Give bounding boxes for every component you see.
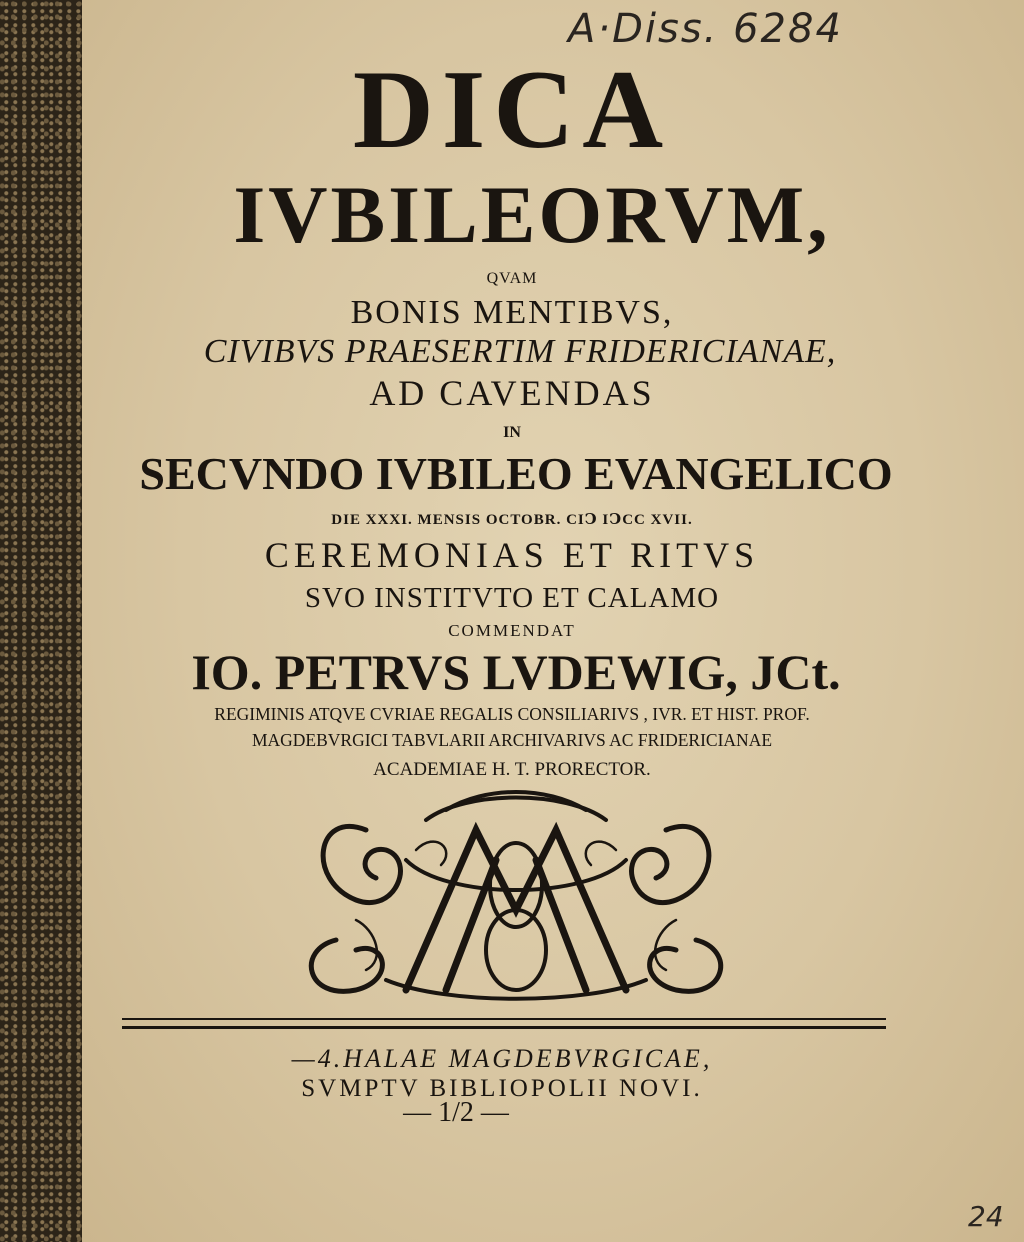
divider-rule-bottom — [122, 1026, 886, 1029]
imprint-place: —4.HALAE MAGDEBVRGICAE, — [291, 1044, 713, 1073]
imprint-publisher: SVMPTV BIBLIOPOLII NOVI. — [301, 1075, 703, 1102]
author-name: IO. PETRVS LVDEWIG, JCt. — [191, 644, 841, 700]
imprint-mark: — 1/2 — — [403, 1097, 509, 1128]
divider-rule-top — [122, 1018, 886, 1020]
text-commendat: COMMENDAT — [448, 621, 576, 640]
text-secundo-iubileo: SECVNDO IVBILEO EVANGELICO — [139, 448, 893, 499]
author-title-3: ACADEMIAE H. T. PRORECTOR. — [373, 759, 651, 780]
text-ceremonias: CEREMONIAS ET RITVS — [264, 535, 760, 575]
text-in: IN — [503, 424, 521, 441]
author-title-2: MAGDEBVRGICI TABVLARII ARCHIVARIVS AC FRIDERICIANAE — [251, 730, 773, 750]
monogram-ornament — [296, 790, 736, 1008]
main-title-line2: IVBILEORVM, — [233, 169, 831, 260]
text-date: DIE XXXI. MENSIS OCTOBR. CIↃ IↃCC XVII. — [331, 512, 693, 528]
text-bonis-mentibus: BONIS MENTIBVS, — [350, 294, 674, 331]
corner-mark: 24 — [968, 1200, 1004, 1233]
text-suo-instituto: SVO INSTITVTO ET CALAMO — [304, 582, 720, 614]
author-title-1: REGIMINIS ATQVE CVRIAE REGALIS CONSILIARIVS , IVR. ET HIST. PROF. — [214, 704, 810, 724]
main-title: DICA — [352, 48, 672, 172]
text-civibus: CIVIBVS PRAESERTIM FRIDERICIANAE, — [203, 333, 837, 370]
text-ad-cavendas: AD CAVENDAS — [369, 373, 655, 413]
text-quam: QVAM — [486, 270, 538, 287]
shelfmark-handwritten: A·Diss. 6284 — [568, 6, 843, 52]
